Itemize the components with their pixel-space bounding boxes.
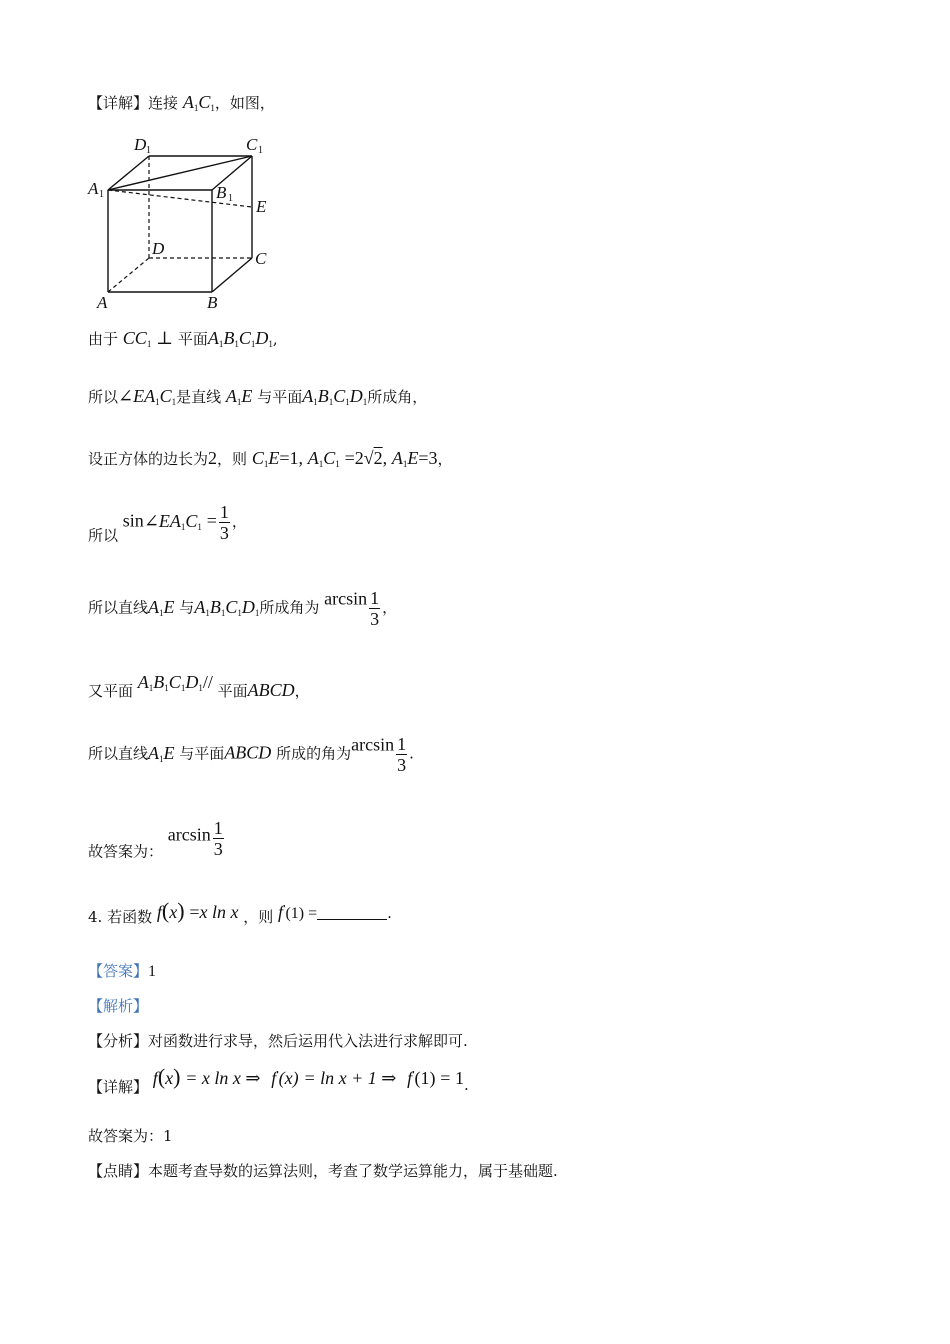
plane-a1b1c1d1: $A_1B_1C_1D_1$: [302, 386, 368, 407]
svg-text:1: 1: [99, 189, 104, 200]
fenxi-tag: 【分析】: [88, 1032, 149, 1050]
side-length: 2: [208, 448, 218, 468]
line-a1e: $A_1E$: [225, 386, 253, 407]
label-b: B: [207, 293, 218, 312]
detail-line-8: 所以直线$A_1E$ 与平面ABCD 所成的角为arcsin $\frac{1}{3}$ .: [88, 734, 414, 775]
edge-ad: [108, 258, 149, 292]
dianjing-tag: 【点睛】: [88, 1162, 149, 1180]
detail-line-3: 所以$\angle EA_1C_1$是直线 $A_1E$ 与平面$A_1B_1C_1D_1$所成角，: [88, 386, 428, 407]
label-d: D: [152, 239, 165, 258]
edge-bc: [212, 258, 252, 292]
cube-figure: [86, 132, 286, 317]
detail-line-2: 由于 $CC_1$ ⊥ 平面$A_1B_1C_1D_1$,: [88, 328, 278, 349]
segment-cc1: $CC_1$: [122, 328, 152, 349]
because-text: 由于: [88, 330, 119, 348]
analysis-tag: 【解析】: [88, 997, 149, 1015]
detail-line-4: 设正方体的边长为2，则 $C_1E=1$, $A_1C_1 =2√2$, $A_1E=3$，: [88, 448, 453, 469]
label-a1: A: [88, 179, 99, 198]
angle-ea1c1: $\angle EA_1C_1$: [118, 386, 177, 407]
diagonal-a1c1: [108, 156, 252, 190]
svg-text:1: 1: [228, 193, 233, 204]
connect-text: 连接: [148, 94, 179, 112]
label-a: A: [97, 293, 108, 312]
dianjing-line: [88, 1160, 558, 1181]
label-d1: D: [134, 135, 147, 154]
svg-text:1: 1: [146, 145, 151, 156]
fenxi-line: [88, 1030, 468, 1051]
detail-tag: 【详解】: [88, 94, 149, 112]
sqrt-symbol: √2: [363, 448, 383, 468]
segment-a1c1: $A_1C_1$: [182, 92, 215, 113]
guda-line: [88, 1125, 173, 1146]
label-c: C: [255, 249, 267, 268]
answer-value: 1: [148, 963, 157, 980]
plane-text: 平面: [177, 330, 208, 348]
analysis-line: [88, 995, 148, 1016]
detail-line-6: 所以直线$A_1E$ 与$A_1B_1C_1D_1$所成角为 arcsin $\frac{1}{3}$ ，: [88, 588, 398, 629]
answer-tag: 【答案】: [88, 962, 149, 980]
xiangjie-tag: 【详解】: [88, 1078, 149, 1096]
svg-text:1: 1: [258, 145, 263, 156]
detail-line-1: [88, 92, 275, 113]
label-c1: C: [246, 135, 258, 154]
answer-blank: [317, 905, 387, 920]
question-4: 4. 若函数 f(x) =x ln x ，则 f′(1) = .: [88, 898, 392, 926]
dianjing-text: 本题考查导数的运算法则，考查了数学运算能力，属于基础题.: [148, 1162, 558, 1180]
label-b1: B: [216, 183, 227, 202]
guda-text: 故答案为：1: [88, 1127, 173, 1145]
plane-a1b1c1d1: $A_1B_1C_1D_1$: [207, 328, 273, 349]
answer-line: [88, 960, 156, 981]
label-e: E: [256, 197, 267, 216]
as-figure-text: ，如图，: [214, 94, 275, 112]
fraction-one-third: $\frac{1}{3}$: [219, 502, 229, 543]
answer-line-1: 故答案为： arcsin $\frac{1}{3}$: [88, 818, 223, 861]
perp-symbol: ⊥: [156, 328, 174, 348]
xiangjie-line: 【详解】 f(x) = x ln x ⇒ f′(x) = ln x + 1 ⇒ f′(1) = 1.: [88, 1064, 469, 1096]
detail-line-5: 所以 $\sin\angle EA_1C_1$ = $\frac{1}{3}$ ，: [88, 502, 247, 545]
detail-line-7: 又平面 $A_1B_1C_1D_1//$ 平面ABCD，: [88, 672, 310, 700]
fenxi-text: 对函数进行求导，然后运用代入法进行求解即可.: [148, 1032, 468, 1050]
